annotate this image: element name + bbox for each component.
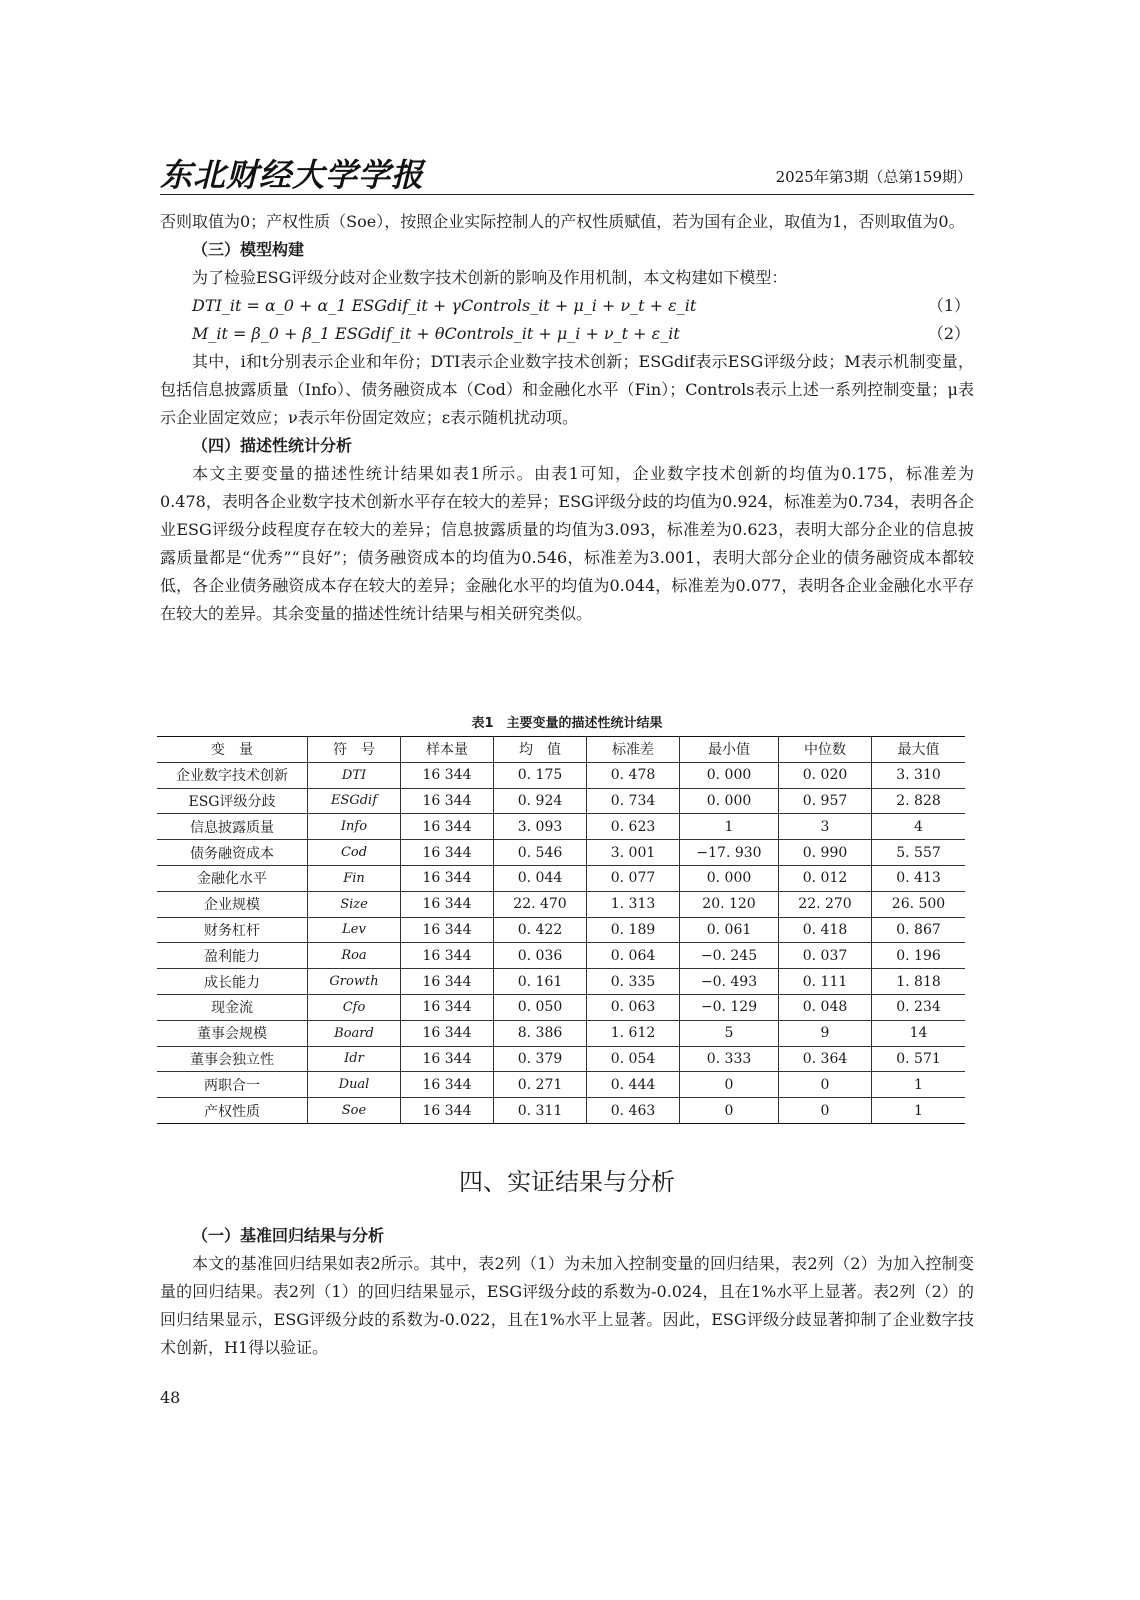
- cell-sd: 0. 623: [587, 814, 680, 840]
- cell-n: 16 344: [401, 814, 494, 840]
- col-sd: 标准差: [587, 737, 680, 763]
- cell-max: 1: [872, 1098, 966, 1124]
- col-n: 样本量: [401, 737, 494, 763]
- paragraph-top: 否则取值为0；产权性质（Soe），按照企业实际控制人的产权性质赋值，若为国有企业，取值为1，否则取值为0。: [160, 212, 965, 231]
- table-row: [157, 1098, 965, 1124]
- cell-median: 0: [779, 1072, 872, 1098]
- col-symbol: 符 号: [308, 737, 401, 763]
- cell-variable: 企业数字技术创新: [157, 762, 308, 788]
- cell-symbol: ESGdif: [308, 788, 401, 814]
- cell-sd: 0. 478: [587, 762, 680, 788]
- cell-symbol: Soe: [308, 1098, 401, 1124]
- cell-sd: 0. 063: [587, 994, 680, 1020]
- cell-symbol: Lev: [308, 917, 401, 943]
- cell-symbol: DTI: [308, 762, 401, 788]
- col-median: 中位数: [779, 737, 872, 763]
- body-text-lower: [160, 1222, 974, 1362]
- cell-min: 0. 000: [680, 788, 779, 814]
- paragraph-model-intro: 为了检验ESG评级分歧对企业数字技术创新的影响及作用机制，本文构建如下模型：: [192, 268, 788, 287]
- equation-2-number: （2）: [927, 324, 970, 343]
- cell-variable: 企业规模: [157, 891, 308, 917]
- col-mean: 均 值: [494, 737, 587, 763]
- table-row: [157, 1072, 965, 1098]
- cell-mean: 0. 271: [494, 1072, 587, 1098]
- cell-sd: 0. 335: [587, 969, 680, 995]
- cell-n: 16 344: [401, 1020, 494, 1046]
- cell-symbol: Roa: [308, 943, 401, 969]
- cell-max: 2. 828: [872, 788, 966, 814]
- cell-n: 16 344: [401, 1098, 494, 1124]
- cell-median: 22. 270: [779, 891, 872, 917]
- paragraph-descriptive: 本文主要变量的描述性统计结果如表1所示。由表1可知，企业数字技术创新的均值为0.175，标准差为0.478，表明各企业数字技术创新水平存在较大的差异；ESG评级分歧的均值为0.924，标准差为0.734，表明各企业ESG评级分歧程度存在较大的差异；信息披露质量的均值为3.093，标准差为0.623，表明大部分企业的信息披露质量都是“优秀”“良好”；债务融资成本的均值为0.546，标准差为3.001，表明大部分企业的债务融资成本都较低，各企业债务融资成本存在较大的差异；金融化水平的均值为0.044，标准差为0.077，表明各企业金融化水平存在较大的差异。其余变量的描述性统计结果与相关研究类似。: [160, 464, 974, 623]
- table-row: [157, 969, 965, 995]
- cell-mean: 0. 036: [494, 943, 587, 969]
- cell-symbol: Board: [308, 1020, 401, 1046]
- paragraph-model-explanation: 其中，i和t分别表示企业和年份；DTI表示企业数字技术创新；ESGdif表示ESG评级分歧；M表示机制变量，包括信息披露质量（Info）、债务融资成本（Cod）和金融化水平（Fin）；Controls表示上述一系列控制变量；μ表示企业固定效应；ν表示年份固定效应；ε表示随机扰动项。: [160, 352, 974, 427]
- table-row: [157, 1046, 965, 1072]
- cell-mean: 0. 311: [494, 1098, 587, 1124]
- cell-mean: 0. 044: [494, 865, 587, 891]
- cell-symbol: Fin: [308, 865, 401, 891]
- cell-mean: 0. 175: [494, 762, 587, 788]
- col-variable: 变 量: [157, 737, 308, 763]
- equation-1-number: （1）: [927, 296, 970, 315]
- header-rule: [160, 194, 974, 195]
- cell-min: 0: [680, 1098, 779, 1124]
- cell-sd: 0. 444: [587, 1072, 680, 1098]
- cell-mean: 0. 546: [494, 840, 587, 866]
- cell-variable: 董事会规模: [157, 1020, 308, 1046]
- cell-sd: 0. 734: [587, 788, 680, 814]
- cell-sd: 0. 077: [587, 865, 680, 891]
- cell-symbol: Cod: [308, 840, 401, 866]
- cell-median: 0. 020: [779, 762, 872, 788]
- cell-median: 9: [779, 1020, 872, 1046]
- cell-sd: 0. 054: [587, 1046, 680, 1072]
- cell-median: 0: [779, 1098, 872, 1124]
- cell-sd: 1. 313: [587, 891, 680, 917]
- cell-variable: ESG评级分歧: [157, 788, 308, 814]
- cell-max: 14: [872, 1020, 966, 1046]
- cell-n: 16 344: [401, 865, 494, 891]
- body-text-upper: [160, 208, 974, 628]
- cell-n: 16 344: [401, 788, 494, 814]
- cell-variable: 财务杠杆: [157, 917, 308, 943]
- cell-n: 16 344: [401, 994, 494, 1020]
- cell-variable: 债务融资成本: [157, 840, 308, 866]
- cell-variable: 盈利能力: [157, 943, 308, 969]
- cell-min: 0. 061: [680, 917, 779, 943]
- paragraph-baseline: 本文的基准回归结果如表2所示。其中，表2列（1）为未加入控制变量的回归结果，表2列（2）为加入控制变量的回归结果。表2列（1）的回归结果显示，ESG评级分歧的系数为-0.024，且在1%水平上显著。表2列（2）的回归结果显示，ESG评级分歧的系数为-0.022，且在1%水平上显著。因此，ESG评级分歧显著抑制了企业数字技术创新，H1得以验证。: [160, 1254, 974, 1357]
- table-row: [157, 891, 965, 917]
- cell-mean: 3. 093: [494, 814, 587, 840]
- cell-min: −0. 129: [680, 994, 779, 1020]
- cell-max: 0. 413: [872, 865, 966, 891]
- cell-median: 0. 990: [779, 840, 872, 866]
- cell-mean: 0. 050: [494, 994, 587, 1020]
- cell-n: 16 344: [401, 1046, 494, 1072]
- cell-n: 16 344: [401, 762, 494, 788]
- heading-descriptive: （四）描述性统计分析: [192, 436, 353, 455]
- cell-symbol: Idr: [308, 1046, 401, 1072]
- page-number: 48: [160, 1388, 181, 1407]
- table-row: [157, 994, 965, 1020]
- cell-min: 0. 000: [680, 762, 779, 788]
- cell-variable: 信息披露质量: [157, 814, 308, 840]
- cell-max: 0. 867: [872, 917, 966, 943]
- col-max: 最大值: [872, 737, 966, 763]
- table-body: [157, 762, 965, 1123]
- cell-max: 0. 571: [872, 1046, 966, 1072]
- cell-mean: 0. 161: [494, 969, 587, 995]
- cell-sd: 0. 463: [587, 1098, 680, 1124]
- cell-min: 0: [680, 1072, 779, 1098]
- cell-sd: 3. 001: [587, 840, 680, 866]
- cell-symbol: Growth: [308, 969, 401, 995]
- issue-label: 2025年第3期（总第159期）: [775, 168, 972, 186]
- cell-max: 1: [872, 1072, 966, 1098]
- cell-min: 0. 333: [680, 1046, 779, 1072]
- cell-max: 1. 818: [872, 969, 966, 995]
- cell-max: 3. 310: [872, 762, 966, 788]
- table-row: [157, 1020, 965, 1046]
- cell-variable: 产权性质: [157, 1098, 308, 1124]
- cell-variable: 现金流: [157, 994, 308, 1020]
- table-row: [157, 788, 965, 814]
- table-row: [157, 814, 965, 840]
- cell-mean: 22. 470: [494, 891, 587, 917]
- equation-1: [192, 292, 974, 320]
- cell-n: 16 344: [401, 969, 494, 995]
- cell-median: 0. 012: [779, 865, 872, 891]
- cell-sd: 0. 189: [587, 917, 680, 943]
- descriptive-stats-table: [157, 736, 965, 1124]
- table-caption: 表1 主要变量的描述性统计结果: [471, 716, 663, 731]
- cell-min: −17. 930: [680, 840, 779, 866]
- cell-min: 5: [680, 1020, 779, 1046]
- table-header-row: [157, 737, 965, 763]
- cell-max: 0. 234: [872, 994, 966, 1020]
- cell-max: 26. 500: [872, 891, 966, 917]
- cell-median: 0. 957: [779, 788, 872, 814]
- journal-title: 东北财经大学学报: [160, 156, 425, 194]
- cell-symbol: Dual: [308, 1072, 401, 1098]
- cell-median: 0. 364: [779, 1046, 872, 1072]
- cell-symbol: Size: [308, 891, 401, 917]
- cell-n: 16 344: [401, 943, 494, 969]
- cell-min: 0. 000: [680, 865, 779, 891]
- cell-n: 16 344: [401, 891, 494, 917]
- cell-symbol: Cfo: [308, 994, 401, 1020]
- cell-max: 0. 196: [872, 943, 966, 969]
- cell-max: 4: [872, 814, 966, 840]
- cell-min: 1: [680, 814, 779, 840]
- cell-max: 5. 557: [872, 840, 966, 866]
- cell-mean: 8. 386: [494, 1020, 587, 1046]
- equation-2: [192, 320, 974, 348]
- cell-min: −0. 493: [680, 969, 779, 995]
- cell-min: 20. 120: [680, 891, 779, 917]
- cell-mean: 0. 379: [494, 1046, 587, 1072]
- cell-n: 16 344: [401, 1072, 494, 1098]
- table-row: [157, 762, 965, 788]
- cell-median: 0. 418: [779, 917, 872, 943]
- table-row: [157, 917, 965, 943]
- cell-min: −0. 245: [680, 943, 779, 969]
- heading-model: （三）模型构建: [192, 240, 305, 259]
- cell-median: 3: [779, 814, 872, 840]
- table-row: [157, 840, 965, 866]
- cell-median: 0. 048: [779, 994, 872, 1020]
- cell-median: 0. 111: [779, 969, 872, 995]
- cell-mean: 0. 422: [494, 917, 587, 943]
- cell-median: 0. 037: [779, 943, 872, 969]
- cell-mean: 0. 924: [494, 788, 587, 814]
- equation-1-text: DTI_it = α_0 + α_1 ESGdif_it + γControls_it + μ_i + ν_t + ε_it: [192, 296, 697, 315]
- heading-baseline: （一）基准回归结果与分析: [192, 1226, 385, 1245]
- table-row: [157, 865, 965, 891]
- cell-variable: 董事会独立性: [157, 1046, 308, 1072]
- cell-n: 16 344: [401, 840, 494, 866]
- cell-sd: 0. 064: [587, 943, 680, 969]
- table-row: [157, 943, 965, 969]
- equation-2-text: M_it = β_0 + β_1 ESGdif_it + θControls_it + μ_i + ν_t + ε_it: [192, 324, 680, 343]
- cell-variable: 成长能力: [157, 969, 308, 995]
- cell-variable: 金融化水平: [157, 865, 308, 891]
- cell-sd: 1. 612: [587, 1020, 680, 1046]
- cell-n: 16 344: [401, 917, 494, 943]
- cell-variable: 两职合一: [157, 1072, 308, 1098]
- col-min: 最小值: [680, 737, 779, 763]
- section-title: 四、实证结果与分析: [459, 1168, 675, 1196]
- cell-symbol: Info: [308, 814, 401, 840]
